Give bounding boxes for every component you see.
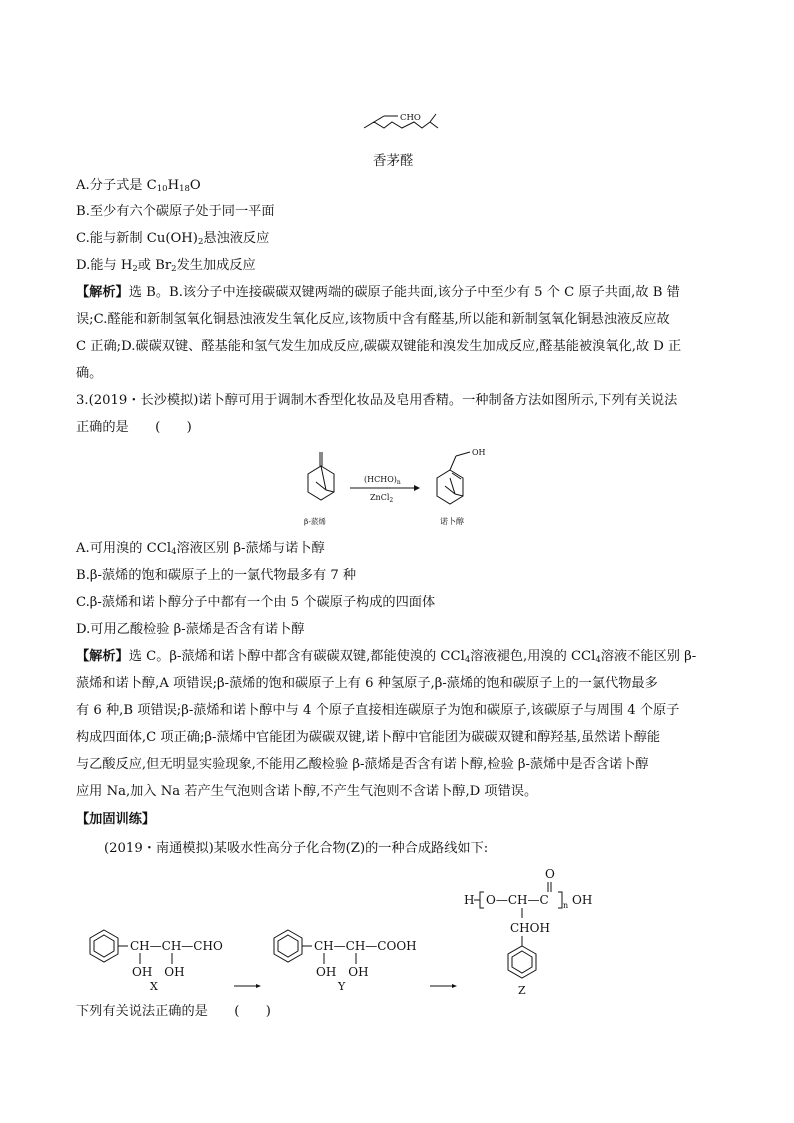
reagent-hcho: $(HCHO)_n$ bbox=[364, 475, 401, 486]
q2-analysis-line-2: 误;C.醛能和新制氢氧化铜悬浊液发生氧化反应,该物质中含有醛基,所以能和新制氢氧化铜悬浊液反应故 bbox=[76, 312, 670, 327]
q3-analysis-line-5: 与乙酸反应,但无明显实验现象,不能用乙酸检验 β-蒎烯是否含有诺卜醇,检验 β-蒎烯中是否含诺卜醇 bbox=[76, 757, 649, 772]
citronellal-branch bbox=[374, 116, 384, 122]
q2-option-c: C.能与新制 $Cu(OH)_2$悬浊液反应 bbox=[76, 231, 270, 247]
compound-z-benzene-ring bbox=[508, 946, 536, 978]
q2-option-d: D.能与 $H_2$或 $Br_2$发生加成反应 bbox=[76, 258, 256, 274]
compound-z-h: H bbox=[464, 893, 475, 907]
route-arrowhead-2 bbox=[452, 984, 457, 988]
q3-analysis-line-2: 蒎烯和诺卜醇,A 项错误;β-蒎烯的饱和碳原子上有 6 种氢原子,β-蒎烯的饱和碳原子上的一氯代物最多 bbox=[76, 676, 658, 691]
q2-analysis-line-3: C 正确;D.碳碳双键、醛基能和氢气发生加成反应,碳碳双键能和溴发生加成反应,醛基能被溴氧化,故 D 正 bbox=[76, 339, 682, 354]
compound-x-chain: CH—CH—CHO bbox=[130, 939, 223, 953]
cho-label: CHO bbox=[400, 113, 421, 123]
compound-z-bracket-left bbox=[480, 892, 484, 908]
compound-y-chain: CH—CH—COOH bbox=[314, 939, 417, 953]
compound-z-n: n bbox=[563, 901, 569, 910]
compound-z-bracket-right bbox=[558, 892, 562, 908]
q2-analysis-line-1: 【解析】选 B。B.该分子中连接碳碳双键两端的碳原子能共面,该分子中至少有 5 个 C 原子共面,故 B 错 bbox=[76, 285, 680, 300]
q3-analysis-line-6: 应用 Na,加入 Na 若产生气泡则含诺卜醇,不产生气泡则不含诺卜醇,D 项错误。 bbox=[76, 784, 538, 799]
q3-option-c: C.β-蒎烯和诺卜醇分子中都有一个由 5 个碳原子构成的四面体 bbox=[76, 595, 436, 610]
nopol-name: 诺卜醇 bbox=[440, 517, 464, 526]
route-arrowhead-1 bbox=[256, 984, 261, 988]
q3-option-b: B.β-蒎烯的饱和碳原子上的一氯代物最多有 7 种 bbox=[76, 568, 357, 583]
citronellal-methyl-up bbox=[430, 114, 436, 122]
nopol-scheme-svg bbox=[290, 440, 510, 530]
citronellal-methyl-down bbox=[430, 122, 438, 128]
nopol-oh-label: OH bbox=[472, 448, 486, 457]
q3-analysis-line-1: 【解析】选 C。β-蒎烯和诺卜醇中都含有碳碳双键,都能使溴的 CCl$_4$溶液褪色,用溴的 CCl$_4$溶液不能区别 β- bbox=[76, 649, 697, 665]
analysis-tag: 【解析】 bbox=[76, 285, 129, 300]
compound-z-chain: O—CH—C bbox=[486, 893, 549, 907]
q3-stem-line-1: 3.(2019・长沙模拟)诺卜醇可用于调制木香型化妆品及皂用香精。一种制备方法如图所示,下列有关说法 bbox=[76, 393, 678, 408]
compound-x-oh: OH OH bbox=[132, 965, 185, 979]
reinforce-question: 下列有关说法正确的是 ( ) bbox=[76, 1004, 271, 1019]
synthesis-route-svg bbox=[76, 862, 636, 1002]
citronellal-skeleton-svg bbox=[362, 110, 452, 140]
compound-x-label: X bbox=[150, 980, 158, 993]
synthesis-route bbox=[76, 862, 636, 1002]
q3-option-d: D.可用乙酸检验 β-蒎烯是否含有诺卜醇 bbox=[76, 622, 305, 637]
beta-pinene-name: β-蒎烯 bbox=[304, 517, 326, 526]
compound-y-benzene-ring bbox=[274, 930, 312, 962]
compound-y-label: Y bbox=[338, 980, 346, 993]
nopol-reaction-scheme bbox=[290, 440, 510, 530]
citronellal-structure bbox=[362, 110, 452, 140]
reinforce-stem: (2019・南通模拟)某吸水性高分子化合物(Z)的一种合成路线如下: bbox=[104, 841, 489, 856]
citronellal-caption: 香茅醛 bbox=[373, 153, 414, 169]
compound-z-branch: CHOH bbox=[510, 921, 550, 935]
q2-analysis-line-4: 确。 bbox=[76, 366, 103, 381]
q3-stem-line-2: 正确的是 ( ) bbox=[76, 420, 192, 435]
compound-z-oh: OH bbox=[572, 893, 593, 907]
compound-y-oh: OH OH bbox=[316, 965, 369, 979]
reaction-arrowhead bbox=[414, 485, 420, 491]
q2-option-b: B.至少有六个碳原子处于同一平面 bbox=[76, 204, 275, 219]
reinforce-heading: 【加固训练】 bbox=[76, 812, 156, 827]
q3-option-a: A.可用溴的 CCl$_4$溶液区别 β-蒎烯与诺卜醇 bbox=[76, 541, 325, 557]
nopol-structure bbox=[437, 452, 470, 504]
beta-pinene-structure bbox=[308, 452, 334, 500]
compound-x-benzene-ring bbox=[90, 930, 128, 962]
q3-analysis-line-3: 有 6 种,B 项错误;β-蒎烯和诺卜醇中与 4 个原子直接相连碳原子为饱和碳原子,该碳原子与周围 4 个原子 bbox=[76, 703, 680, 718]
analysis-tag: 【解析】 bbox=[76, 649, 129, 664]
q3-analysis-line-4: 构成四面体,C 项正确;β-蒎烯中官能团为碳碳双键,诺卜醇中官能团为碳碳双键和醇羟基,虽然诺卜醇能 bbox=[76, 730, 661, 745]
compound-z-label: Z bbox=[518, 984, 526, 997]
reagent-zncl2: ZnCl$_2$ bbox=[370, 493, 394, 504]
compound-z-carbonyl-o: O bbox=[545, 867, 555, 881]
q2-option-a: A.分子式是 $C_{10}H_{18}O$ bbox=[76, 178, 201, 194]
